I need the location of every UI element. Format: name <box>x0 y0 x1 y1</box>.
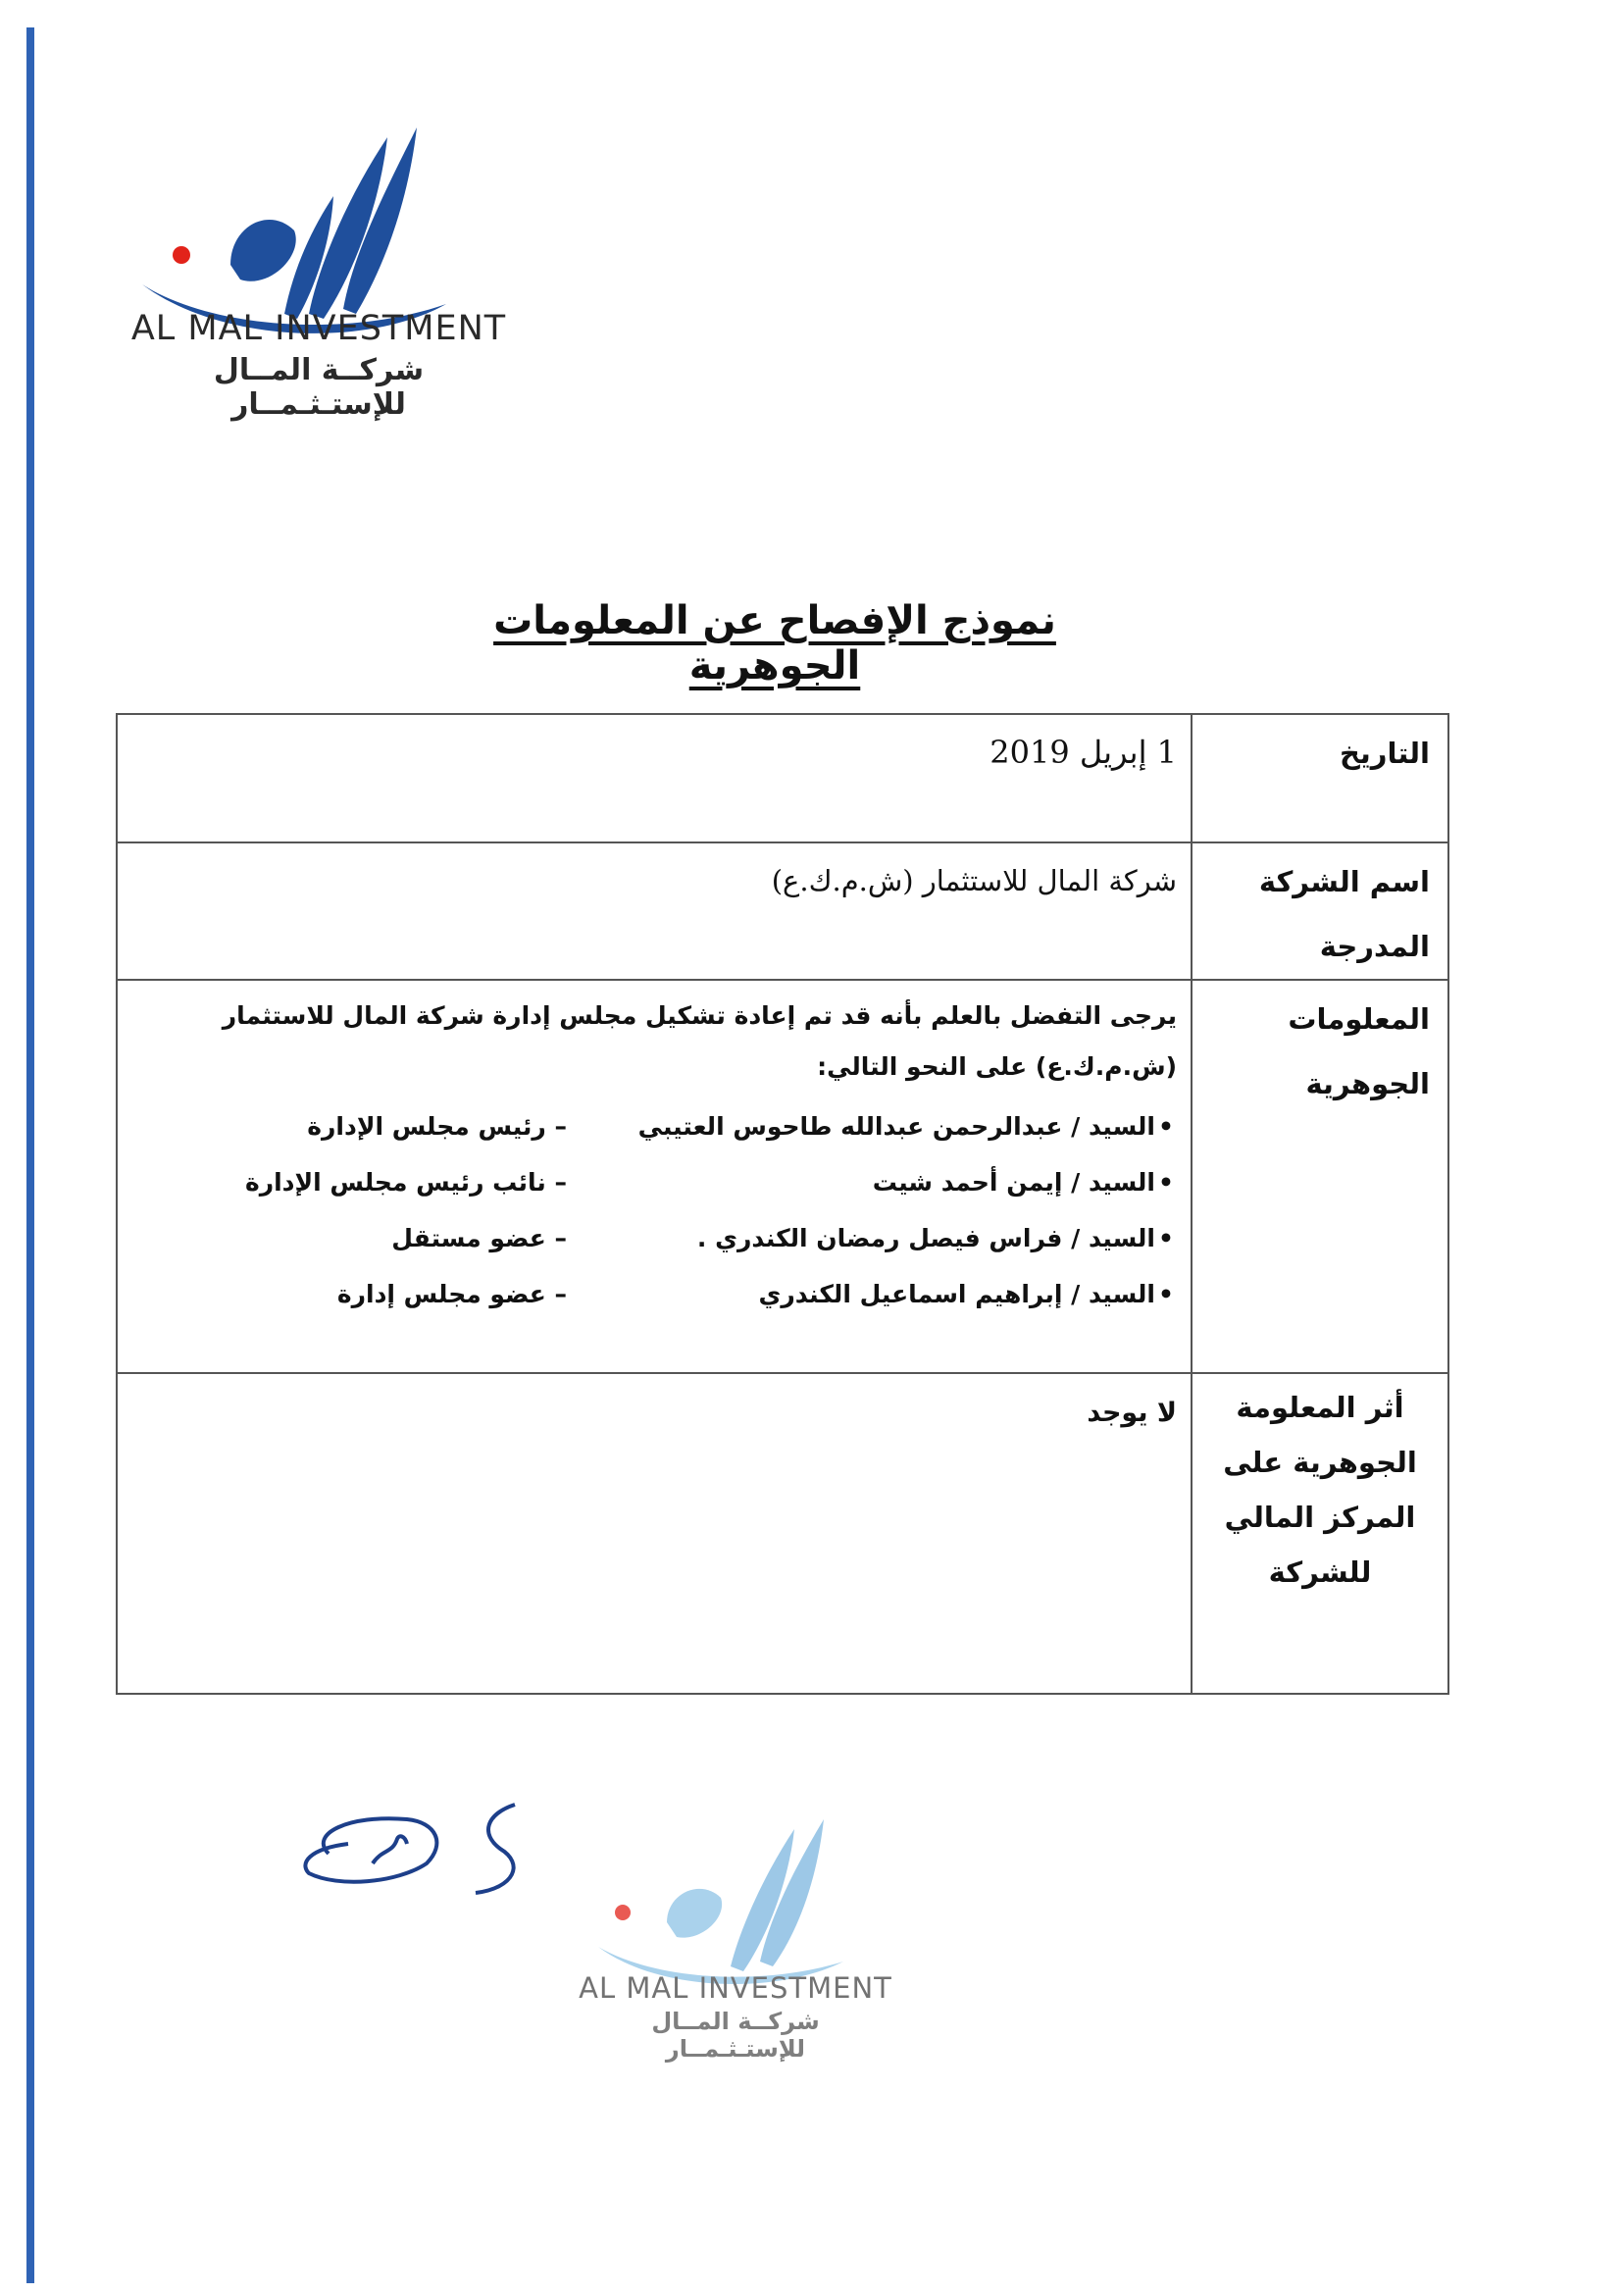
company-stamp <box>579 1780 892 2063</box>
stamp-name-en: AL MAL INVESTMENT <box>579 1971 892 2005</box>
page-title: نموذج الإفصاح عن المعلومات الجوهرية <box>493 598 1056 688</box>
company-label: اسم الشركة المدرجة <box>1192 842 1448 980</box>
date-value: 1 إبريل 2019 <box>990 734 1177 771</box>
member-name: السيد / إبراهيم اسماعيل الكندري <box>758 1279 1155 1308</box>
list-item <box>131 1154 1177 1210</box>
date-label: التاريخ <box>1192 714 1448 842</box>
member-name: السيد / عبدالرحمن عبدالله طاحوس العتيبي <box>637 1111 1155 1141</box>
material-info-intro: يرجى التفضل بالعلم بأنه قد تم إعادة تشكيل مجلس إدارة شركة المال للاستثمار (ش.م.ك.ع) على النحو التالي: <box>222 1001 1177 1081</box>
disclosure-table <box>116 713 1449 1695</box>
signature <box>289 1795 559 1903</box>
signature-icon <box>289 1795 559 1903</box>
list-item <box>131 1210 1177 1266</box>
table-row-company <box>117 842 1448 980</box>
company-value: شركة المال للاستثمار (ش.م.ك.ع) <box>771 864 1177 897</box>
table-row-date <box>117 714 1448 842</box>
list-item <box>131 1266 1177 1322</box>
board-members-list <box>131 1098 1177 1322</box>
margin-bar <box>26 27 34 2283</box>
member-name: السيد / إيمن أحمد شيت <box>872 1167 1155 1197</box>
bullet-icon: • <box>1158 1167 1174 1197</box>
material-info-label: المعلومات الجوهرية <box>1192 980 1448 1373</box>
table-row-impact <box>117 1373 1448 1694</box>
member-role: – نائب رئيس مجلس الإدارة <box>244 1167 567 1197</box>
member-role: – رئيس مجلس الإدارة <box>307 1111 567 1141</box>
logo-name-ar: شركــة المــال للإستـثـمــار <box>213 353 425 422</box>
stamp-name-ar: شركــة المــال للإستـثـمــار <box>651 2008 820 2063</box>
bullet-icon: • <box>1158 1111 1174 1141</box>
bullet-icon: • <box>1158 1223 1174 1252</box>
logo-mark-icon <box>123 74 515 397</box>
bullet-icon: • <box>1158 1279 1174 1308</box>
member-name: السيد / فراس فيصل رمضان الكندري . <box>696 1223 1155 1252</box>
logo-name-en: AL MAL INVESTMENT <box>130 309 507 348</box>
member-role: – عضو مجلس إدارة <box>336 1279 567 1308</box>
impact-label: أثر المعلومة الجوهرية على المركز المالي للشركة <box>1192 1373 1448 1694</box>
member-role: – عضو مستقل <box>391 1223 567 1252</box>
table-row-material-info <box>117 980 1448 1373</box>
company-logo <box>123 74 515 422</box>
list-item <box>131 1098 1177 1154</box>
impact-value: لا يوجد <box>1087 1398 1177 1428</box>
